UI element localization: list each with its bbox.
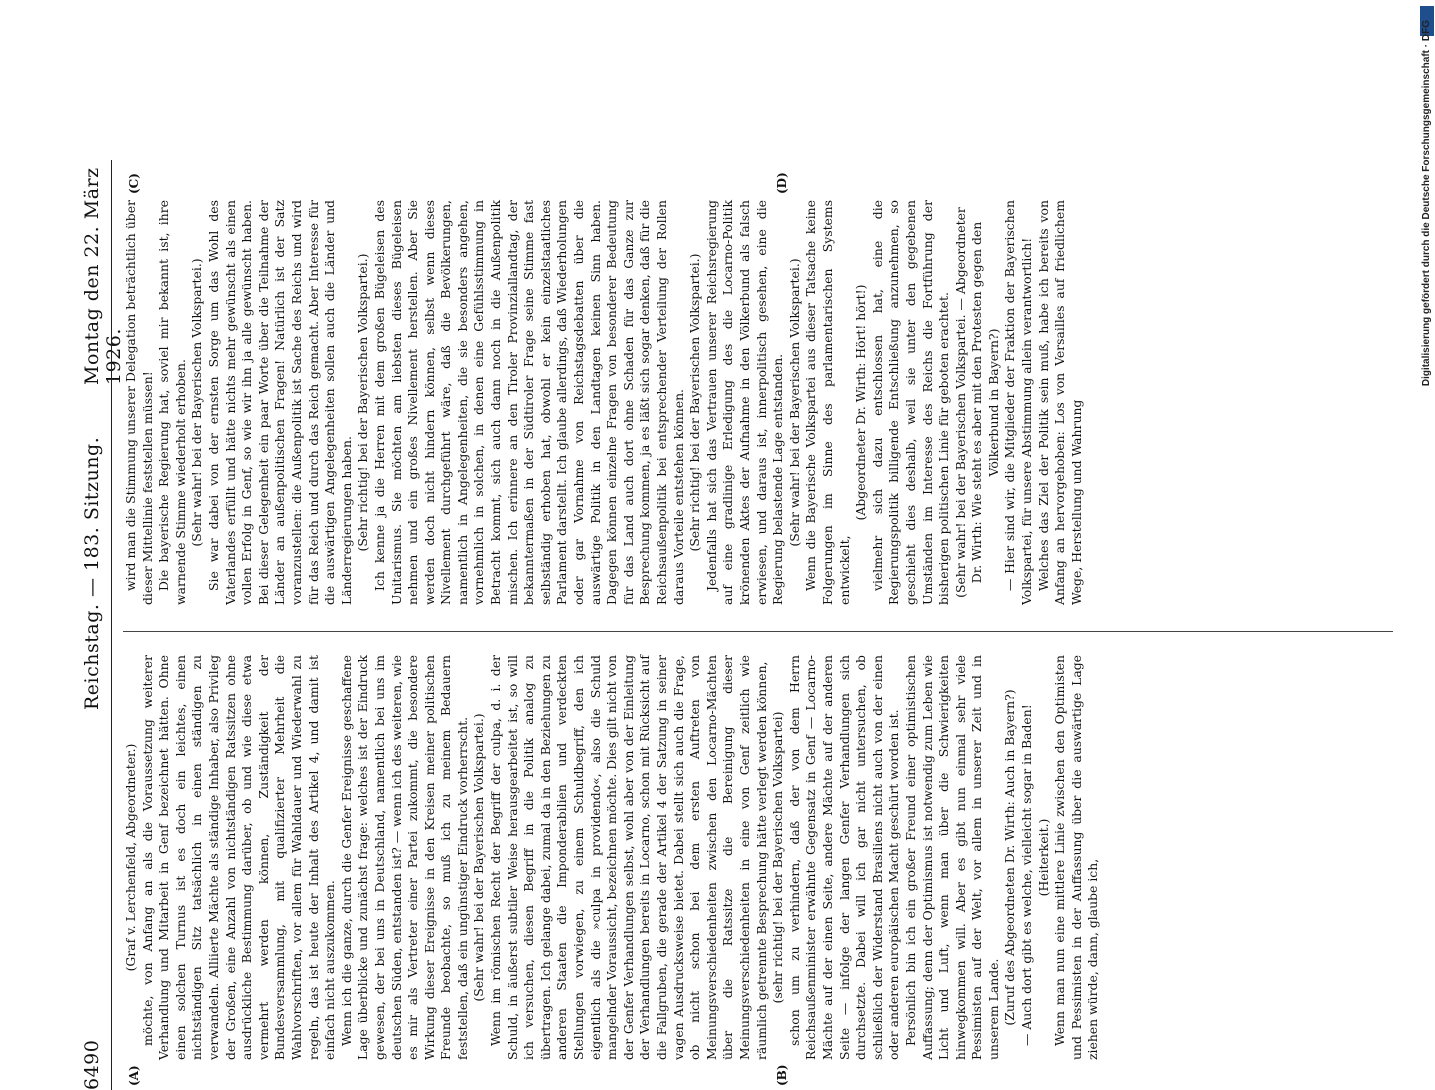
- paragraph: Jedenfalls hat sich das Vertrauen unserer Reichsregierung auf eine gradlinige Erledigung des die Locarno-Politik krönenden Aktes der Aufnahme in den Völkerbund als falsch erwiesen, und daraus ist, innerpolitisch gesehen, eine die Regierung belastende Lage entstanden.: [703, 200, 786, 605]
- paragraph: Wenn ich die ganze, durch die Genfer Ereignisse geschaffene Lage überblicke und zunächst frage: welches ist der Eindruck gewesen, der bei uns in Deutschland, namentlich bei uns im deutschen Süden, entstanden ist? — wenn ich des weiteren, wie es mir als Vertreter einer Partei zukommt, die besondere Wirkung dieser Ereignisse in den Kreisen meiner politischen Freunde beobachte, so muß ich zu meinem Bedauern feststellen, daß ein ungünstiger Eindruck vorherrscht.: [338, 655, 470, 1060]
- paragraph: schon um zu verhindern, daß der von dem Herrn Reichsaußenminister erwähnte Gegensatz in Genf — Locarno-Mächte auf der einen Seite, andere Mächte auf der anderen Seite — infolge der langen Genfer Verhandlungen sich durchsetzte. Dabei will ich gar nicht untersuchen, ob schließlich der Widerstand Brasiliens nicht auch von der einen oder anderen europäischen Macht geschürt worden ist.: [786, 655, 902, 1060]
- page-number: 6490: [81, 1039, 103, 1090]
- paragraph: (Sehr wahr! bei der Bayerischen Volkspartei.): [786, 258, 802, 547]
- margin-marker-d: (D): [775, 172, 789, 194]
- paragraph: Wenn im römischen Recht der Begriff der culpa, d. i. der Schuld, in äußerst subtiler Weise herausgearbeitet ist, so will ich versuchen, diesen Begriff in die Politik analog zu übertragen. Ich gelange dabei, zumal da in den Beziehungen zu anderen Staaten die Imponderabilien und verdeckten Stellungen vorwiegen, zu einem Schuldbegriff, den ich eigentlich als die »culpa in providendo«, also die Schuld mangelnder Voraussicht, bezeichnen möchte. Dies gilt nicht von der Genfer Verhandlungen selbst, wohl aber von der Einleitung der Verhandlungen bereits in Locarno, schon mit Rücksicht auf die Fallgruben, die gerade der Artikel 4 der Satzung in seiner vagen Ausdrucksweise bietet. Dabei stellt sich auch die Frage, ob nicht schon bei dem ersten Auftreten von Meinungsverschiedenheiten zwischen den Locarno-Mächten über die Ratssitze die Bereinigung dieser Meinungsverschiedenheiten in eine von Genf zeitlich wie räumlich getrennte Besprechung hätte verlegt werden können,: [488, 655, 769, 1060]
- paragraph: Die bayerische Regierung hat, soviel mir bekannt ist, ihre warnende Stimme wiederholt erhoben.: [156, 200, 188, 605]
- paragraph: (Sehr wahr! bei der Bayerischen Volkspartei.): [471, 713, 487, 1002]
- digitization-credit: Digitalisierung gefördert durch die Deutsche Forschungsgemeinschaft · DFG: [1421, 20, 1432, 387]
- paragraph: (Heiterkeit.): [1035, 818, 1051, 897]
- paragraph: möchte, von Anfang an als die Voraussetzung weiterer Verhandlung und Mitarbeit in Genf bezeichnet hätten. Ohne einen solchen Turnus ist es doch ein leichtes, einen nichtständigen Sitz tatsächlich in einen ständigen zu verwandeln. Alliierte Mächte als ständige Inhaber, also Privileg der Großen, eine Anzahl von nichtständigen Ratssitzen ohne ausdrückliche Bestimmung darüber, ob und wie diese etwa vermehrt werden können, Zuständigkeit der Bundesversammlung, mit qualifizierter Mehrheit die Wahlvorschriften, vor allem für Wahldauer und Wiederwahl zu regeln, das ist heute der Inhalt des Artikel 4, und damit ist einfach nicht auszukommen.: [139, 655, 338, 1060]
- margin-marker-a: (A): [127, 1065, 141, 1086]
- rotated-document-sheet: [75, 160, 1405, 1090]
- right-text-column: [123, 200, 1393, 605]
- paragraph: vielmehr sich dazu entschlossen hat, eine die Regierungspolitik billigende Entschließung anzunehmen, so geschieht dies deshalb, weil sie unter den gegebenen Umständen im Interesse des Reichs die Fortführung der bisherigen politischen Linie für geboten erachtet.: [869, 200, 952, 605]
- paragraph: (Graf v. Lerchenfeld, Abgeordneter.): [123, 743, 138, 972]
- header-rule: [111, 160, 112, 1090]
- paragraph: (Sehr wahr! bei der Bayerischen Volkspartei. — Abgeordneter Dr. Wirth: Wie steht es aber mit den Protesten gegen den Völkerbund in Bayern?): [952, 207, 1001, 598]
- margin-marker-c: (C): [127, 173, 141, 194]
- digitization-credit-strip: [1420, 0, 1434, 1000]
- paragraph: wird man die Stimmung unserer Delegation beträchtlich über dieser Mittellinie feststellen müssen!: [123, 200, 155, 605]
- paragraph: Sie war dabei von der ernsten Sorge um das Wohl des Vaterlandes erfüllt und hätte nichts mehr gewünscht als einen vollen Erfolg in Genf, so wie wir ihn ja alle gewünscht haben. Bei dieser Gelegenheit ein paar Worte über die Teilnahme der Länder an außenpolitischen Fragen! Natürlich ist der Satz voranzustellen: die Außenpolitik ist Sache des Reichs und wird für das Reich und durch das Reich gemacht. Aber Interesse für die auswärtigen Angelegenheiten sollen auch die Länder und Länderregierungen haben.: [205, 200, 354, 605]
- paragraph: — Auch dort gibt es welche, vielleicht sogar in Baden!: [1019, 704, 1035, 1046]
- paragraph: Welches das Ziel der Politik sein muß, habe ich bereits von Anfang an hervorgehoben: Los von Versailles auf friedlichem Wege, Herstellung und Wahrung: [1035, 200, 1084, 605]
- column-divider: [123, 631, 1393, 632]
- paragraph: (Sehr richtig! bei der Bayerischen Volkspartei.): [355, 253, 371, 552]
- paragraph: Wenn die Bayerische Volkspartei aus dieser Tatsache keine Folgerungen im Sinne des parlamentarischen Systems entwickelt,: [803, 200, 852, 605]
- paragraph: (Sehr richtig! bei der Bayerischen Volkspartei.): [687, 253, 703, 552]
- running-header: [75, 160, 125, 1090]
- paragraph: (Zuruf des Abgeordneten Dr. Wirth: Auch in Bayern?): [1002, 689, 1018, 1026]
- paragraph: Wenn man nun eine mittlere Linie zwischen den Optimisten und Pessimisten in der Auffassung über die auswärtige Lage ziehen würde, dann, glaube ich,: [1052, 655, 1101, 1060]
- paragraph: (Sehr wahr! bei der Bayerischen Volkspartei.): [189, 258, 205, 547]
- paragraph: Ich kenne ja die Herren mit dem großen Bügeleisen des Unitarismus. Sie möchten am liebsten dieses Bügeleisen nehmen und ein großes Nivellement herstellen. Aber Sie werden doch nicht hindern können, selbst wenn dieses Nivellement durchgeführt wäre, daß die Bevölkerungen, namentlich in Angelegenheiten, die sie besonders angehen, vornehmlich in solchen, in denen eine Gefühlsstimmung in Betracht kommt, sich auch dann noch in die Außenpolitik mischen. Ich erinnere an den Tiroler Provinziallandtag, der bekanntermaßen in der Südtiroler Frage seine Stimme fast selbständig erhoben hat, obwohl er kein einzelstaatliches Parlament darstellt. Ich glaube allerdings, daß Wiederholungen oder gar Vornahme von Reichstagsdebatten über die auswärtige Politik in den Landtagen keinen Sinn haben. Dagegen können einzelne Fragen von besonderer Bedeutung für das Land auch dort ohne Schaden für das Ganze zur Besprechung kommen, ja es läßt sich sogar denken, daß für die Reichsaußenpolitik bei entsprechender Verteilung der Rollen daraus Vorteile entstehen können.: [371, 200, 686, 605]
- paragraph: Persönlich bin ich ein großer Freund einer optimistischen Auffassung; denn der Optimismus ist notwendig zum Leben wie Licht und Luft, wenn man über die Schwierigkeiten hinwegkommen will. Aber es gibt nun einmal sehr viele Pessimisten auf der Welt, vor allem in unserer Zeit und in unserem Lande.: [902, 655, 1001, 1060]
- session-title: Reichstag. — 183. Sitzung.: [81, 436, 103, 710]
- paragraph: — Hier sind wir, die Mitglieder der Fraktion der Bayerischen Volkspartei, für unsere Abstimmung allein verantwortlich!: [1002, 200, 1035, 605]
- left-text-column: [123, 655, 1393, 1060]
- margin-marker-b: (B): [775, 1064, 789, 1086]
- session-date: Montag den 22. März 1926.: [81, 167, 125, 385]
- paragraph: (sehr richtig! bei der Bayerischen Volkspartei): [770, 711, 786, 1004]
- paragraph: (Abgeordneter Dr. Wirth: Hört! hört!): [853, 284, 869, 521]
